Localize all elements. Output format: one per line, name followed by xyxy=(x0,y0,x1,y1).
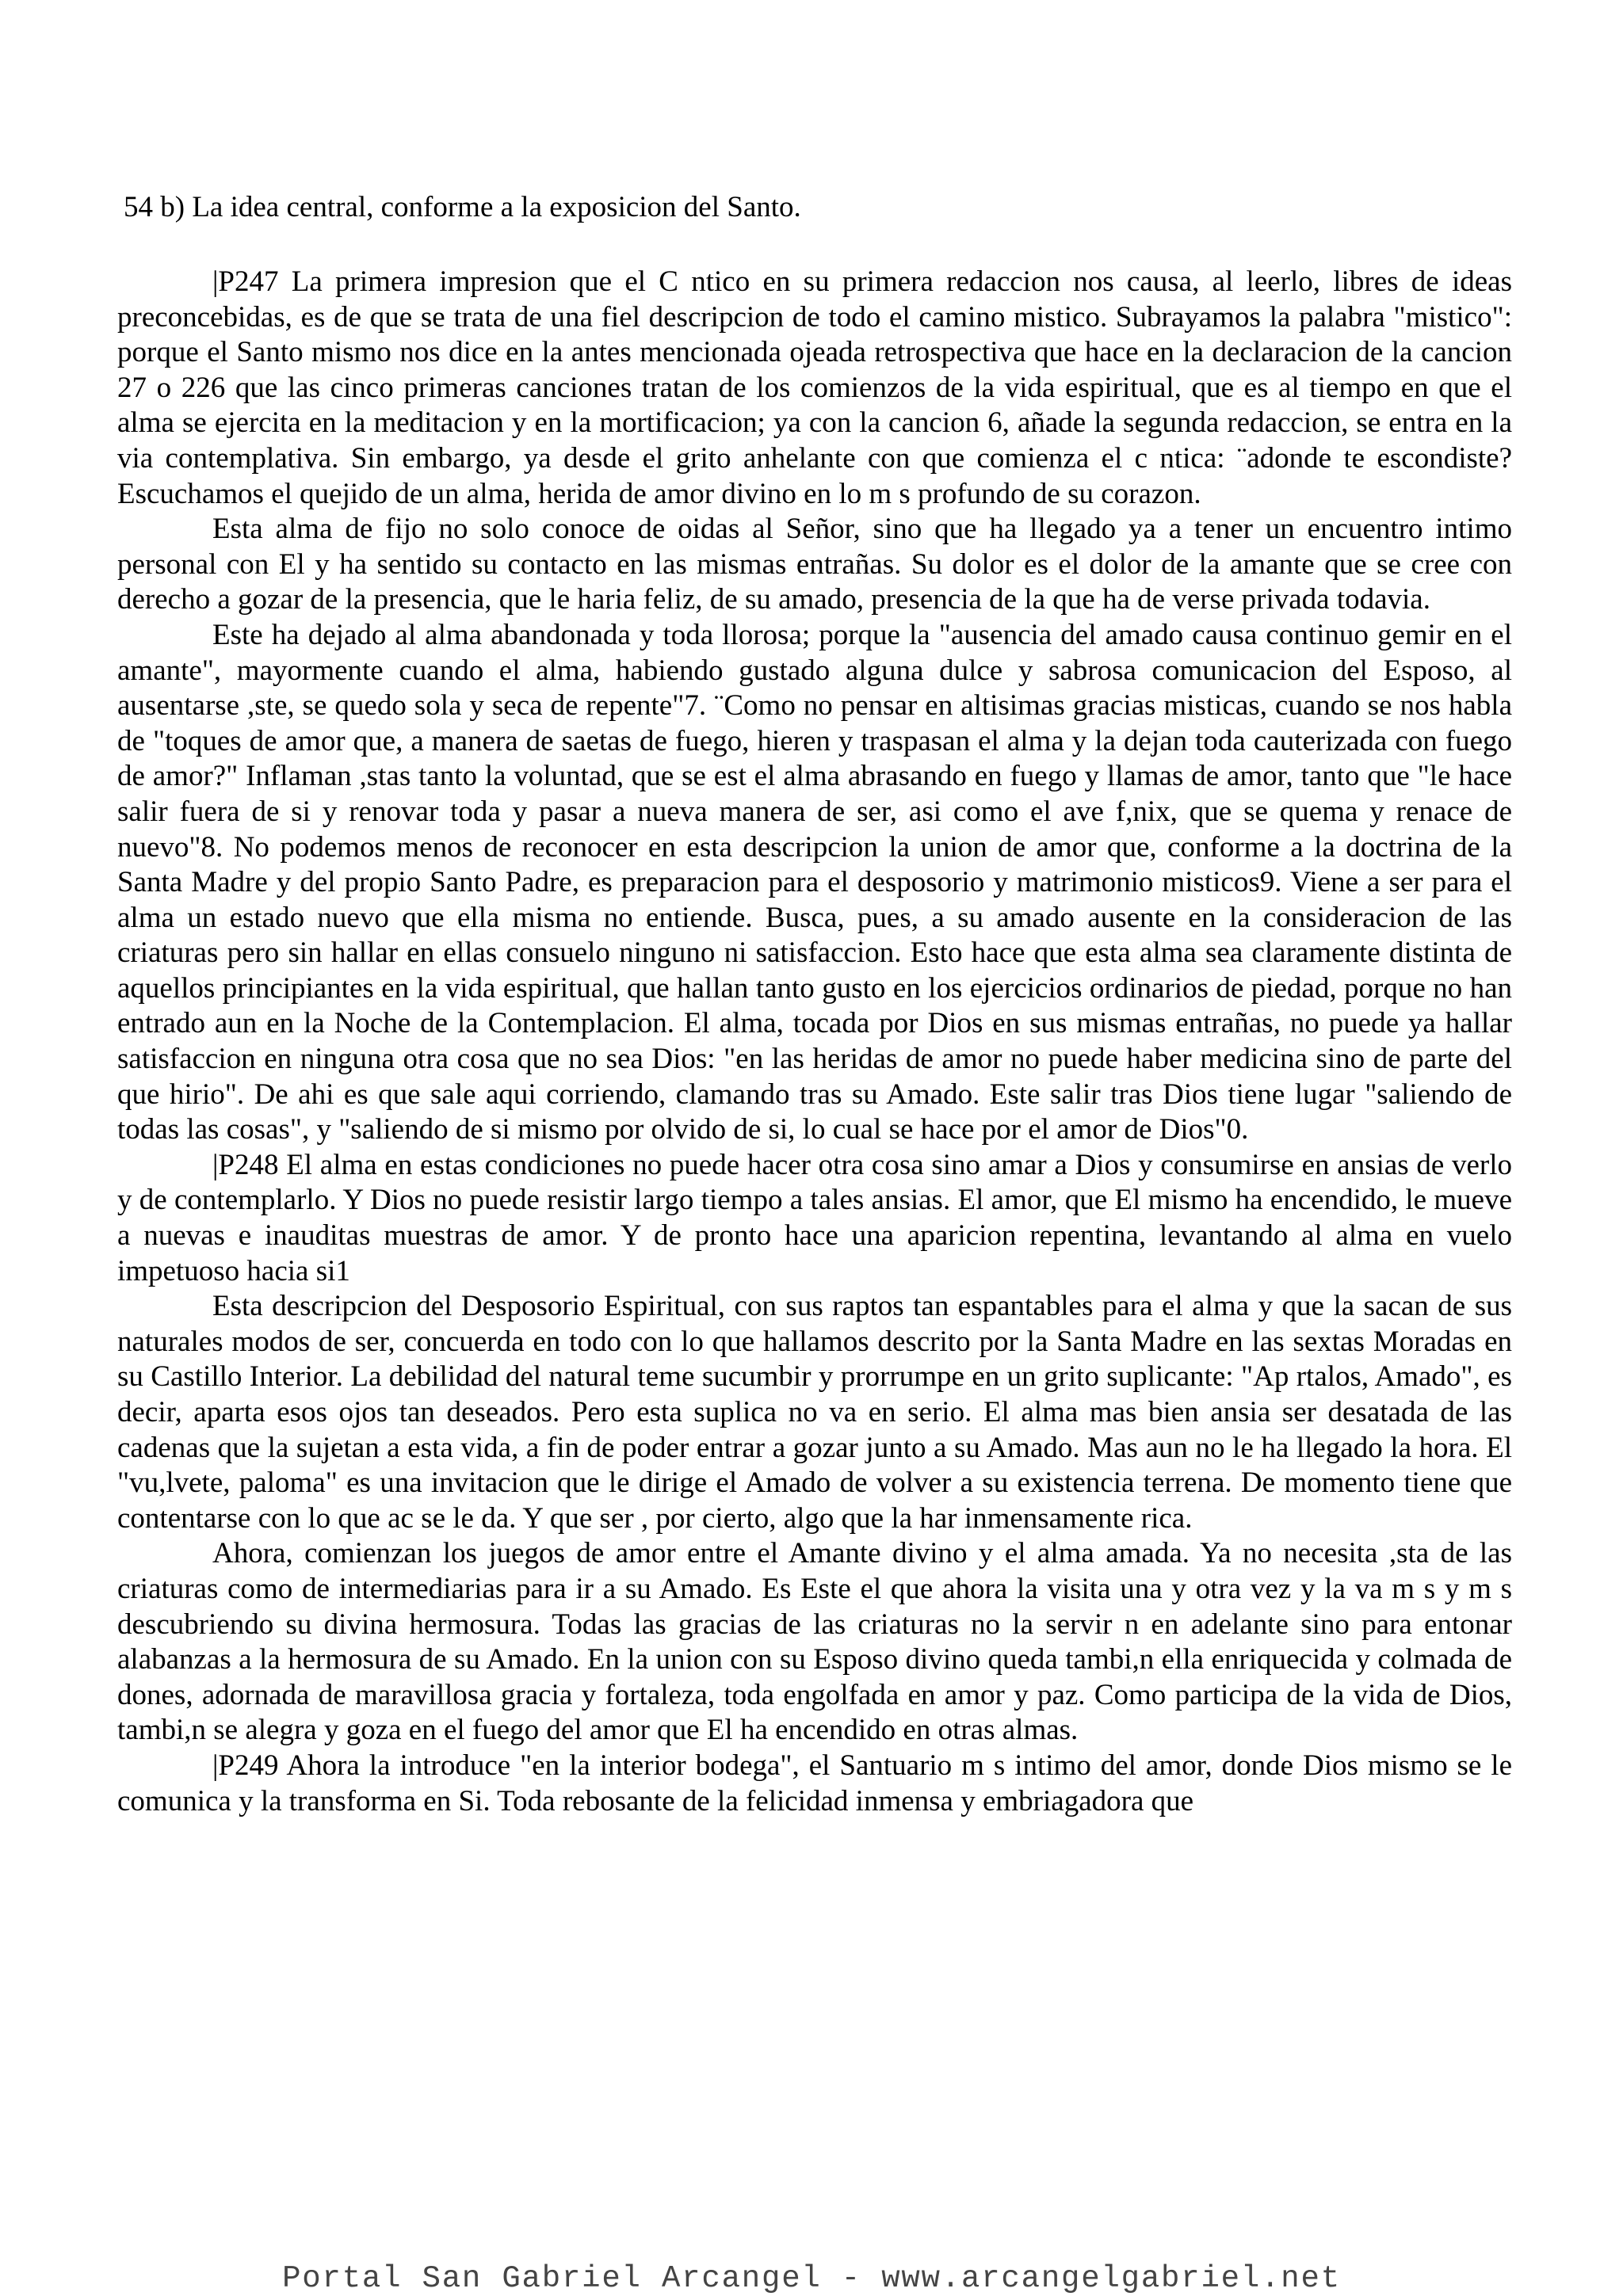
paragraph-juegos-de-amor: Ahora, comienzan los juegos de amor entre el Amante divino y el alma amada. Ya no necesita ,sta de las criaturas como de intermediarias para ir a su Amado. Es Este el que ahora la visita una y otra vez y la va m s y m s descubriendo su divina hermosura. Todas las gracias de las criaturas no la servir n en adelante sino para entonar alabanzas a la hermosura de su Amado. En la union con su Esposo divino queda tambi,n ella enriquecida y colmada de dones, adornada de maravillosa gracia y fortaleza, toda engolfada en amor y paz. Como participa de la vida de Dios, tambi,n se alegra y goza en el fuego del amor que El ha encendido en otras almas. xyxy=(117,1537,1512,1747)
paragraph-p247: |P247 La primera impresion que el C ntico en su primera redaccion nos causa, al leerlo, libres de ideas preconcebidas, es de que se trata de una fiel descripcion de todo el camino mistico. Subrayamos la palabra "mistico": porque el Santo mismo nos dice en la antes mencionada ojeada retrospectiva que hace en la declaracion de la cancion 27 o 226 que las cinco primeras canciones tratan de los comienzos de la vida espiritual, que es al tiempo en que el alma se ejercita en la meditacion y en la mortificacion; ya con la cancion 6, añade la segunda redaccion, se entra en la via contemplativa. Sin embargo, ya desde el grito anhelante con que comienza el c ntica: ¨adonde te escondiste? Escuchamos el quejido de un alma, herida de amor divino en lo m s profundo de su corazon. xyxy=(117,265,1512,510)
paragraph-desposorio-espiritual: Esta descripcion del Desposorio Espiritual, con sus raptos tan espantables para el alma y que la sacan de sus naturales modos de ser, concuerda en todo con lo que hallamos descrito por la Santa Madre en las sextas Moradas en su Castillo Interior. La debilidad del natural teme sucumbir y prorrumpe en un grito suplicante: "Ap rtalos, Amado", es decir, aparta esos ojos tan deseados. Pero esta suplica no va en serio. El alma mas bien ansia ser desatada de las cadenas que la sujetan a esta vida, a fin de poder entrar a gozar junto a su Amado. Mas aun no le ha llegado la hora. El "vu,lvete, paloma" es una invitacion que le dirige el Amado de volver a su existencia terrena. De momento tiene que contentarse con lo que ac se le da. Y que ser , por cierto, algo que la har inmensamente rica. xyxy=(117,1290,1512,1535)
paragraph-alma-de-fijo: Esta alma de fijo no solo conoce de oidas al Señor, sino que ha llegado ya a tener un encuentro intimo personal con El y ha sentido su contacto en las mismas entrañas. Su dolor es el dolor de la amante que se cree con derecho a gozar de la presencia, que le haria feliz, de su amado, presencia de la que ha de verse privada todavia. xyxy=(117,513,1512,616)
section-heading: 54 b) La idea central, conforme a la exposicion del Santo. xyxy=(124,191,801,223)
paragraph-ausencia-del-amado: Este ha dejado al alma abandonada y toda llorosa; porque la "ausencia del amado causa continuo gemir en el amante", mayormente cuando el alma, habiendo gustado alguna dulce y sabrosa comunicacion del Esposo, al ausentarse ,ste, se quedo sola y seca de repente"7. ¨Como no pensar en altisimas gracias misticas, cuando se nos habla de "toques de amor que, a manera de saetas de fuego, hieren y traspasan el alma y la dejan toda cauterizada con fuego de amor?" Inflaman ,stas tanto la voluntad, que se est el alma abrasando en fuego y llamas de amor, tanto que "le hace salir fuera de si y renovar toda y pasar a nueva manera de ser, asi como el ave f,nix, que se quema y renace de nuevo"8. No podemos menos de reconocer en esta descripcion la union de amor que, conforme a la doctrina de la Santa Madre y del propio Santo Padre, es preparacion para el desposorio y matrimonio misticos9. Viene a ser para el alma un estado nuevo que ella misma no entiende. Busca, pues, a su amado ausente en la consideracion de las criaturas pero sin hallar en ellas consuelo ninguno ni satisfaccion. Esto hace que esta alma sea claramente distinta de aquellos principiantes en la vida espiritual, que hallan tanto gusto en los ejercicios ordinarios de piedad, porque no han entrado aun en la Noche de la Contemplacion. El alma, tocada por Dios en sus mismas entrañas, no puede ya hallar satisfaccion en ninguna otra cosa que no sea Dios: "en las heridas de amor no puede haber medicina sino de parte del que hirio". De ahi es que sale aqui corriendo, clamando tras su Amado. Este salir tras Dios tiene lugar "saliendo de todas las cosas", y "saliendo de si mismo por olvido de si, lo cual se hace por el amor de Dios"0. xyxy=(117,618,1512,1146)
paragraph-p249: |P249 Ahora la introduce "en la interior bodega", el Santuario m s intimo del amor, donde Dios mismo se le comunica y la transforma en Si. Toda rebosante de la felicidad inmensa y embriagadora que xyxy=(117,1749,1512,1817)
page-footer: Portal San Gabriel Arcangel - www.arcangelgabriel.net xyxy=(282,2261,1341,2296)
document-body xyxy=(117,189,1512,1819)
paragraph-p248: |P248 El alma en estas condiciones no puede hacer otra cosa sino amar a Dios y consumirse en ansias de verlo y de contemplarlo. Y Dios no puede resistir largo tiempo a tales ansias. El amor, que El mismo ha encendido, le mueve a nuevas e inauditas muestras de amor. Y de pronto hace una aparicion repentina, levantando al alma en vuelo impetuoso hacia si1 xyxy=(117,1148,1512,1287)
